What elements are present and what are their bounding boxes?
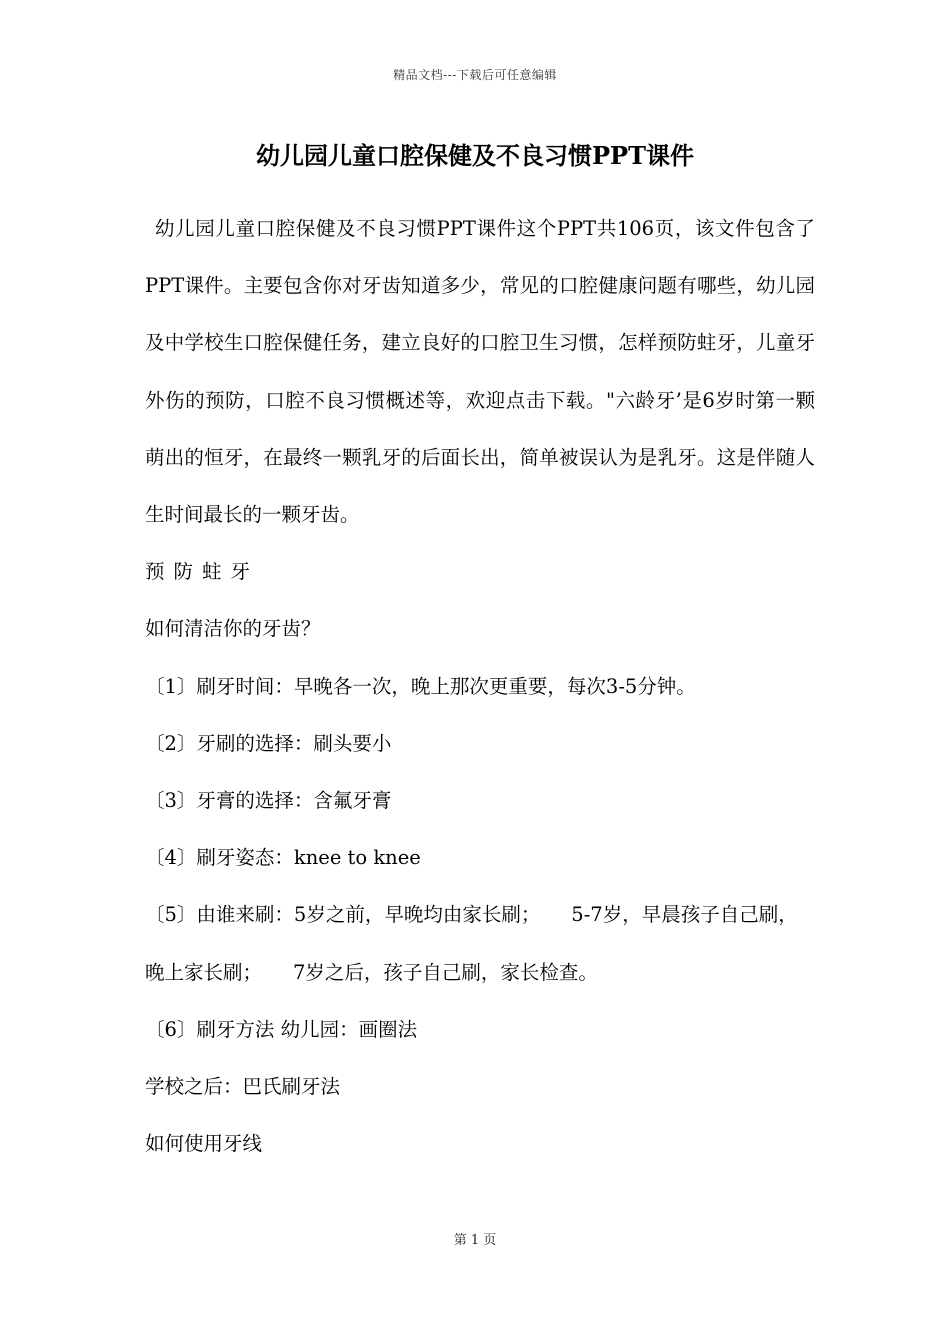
list-item: 〔6〕刷牙方法 幼儿园：画圈法 [145, 1017, 418, 1041]
question-line: 如何清洁你的牙齿？ [145, 617, 321, 641]
document-title: 幼儿园儿童口腔保健及不良习惯PPT课件 [256, 141, 694, 170]
intro-paragraph: 幼儿园儿童口腔保健及不良习惯PPT课件这个PPT共106页，该文件包含了PPT课件。主要包含你对牙齿知道多少，常见的口腔健康问题有哪些，幼儿园及中学校生口腔保健任务，建立良好的口腔卫生习惯，怎样预防蛀牙，儿童牙外伤的预防，口腔不良习惯概述等，欢迎点击下载。"六龄牙’是6岁时第一颗萌出的恒牙，在最终一颗乳牙的后面长出，简单被误认为是乳牙。这是伴随人生时间最长的一颗牙齿。 [145, 217, 815, 527]
list-item: 〔3〕牙膏的选择：含氟牙膏 [145, 789, 392, 813]
floss-line: 如何使用牙线 [145, 1132, 263, 1156]
list-item: 〔2〕牙刷的选择：刷头要小 [145, 731, 392, 755]
document-body [145, 200, 815, 1172]
list-item: 〔5〕由谁来刷：5岁之前，早晚均由家长刷； 5-7岁，早晨孩子自己刷，晚上家长刷； 7岁之后，孩子自己刷，家长检查。 [145, 903, 798, 984]
page-header: 精品文档---下载后可任意编辑 [393, 68, 557, 82]
page-number: 第 1 页 [453, 1233, 497, 1248]
section-heading: 预防蛀牙 [145, 560, 260, 584]
list-item: 〔4〕刷牙姿态：knee to knee [145, 846, 421, 870]
list-item: 〔1〕刷牙时间：早晚各一次，晚上那次更重要，每次3-5分钟。 [145, 674, 696, 698]
after-school-line: 学校之后：巴氏刷牙法 [145, 1075, 341, 1099]
